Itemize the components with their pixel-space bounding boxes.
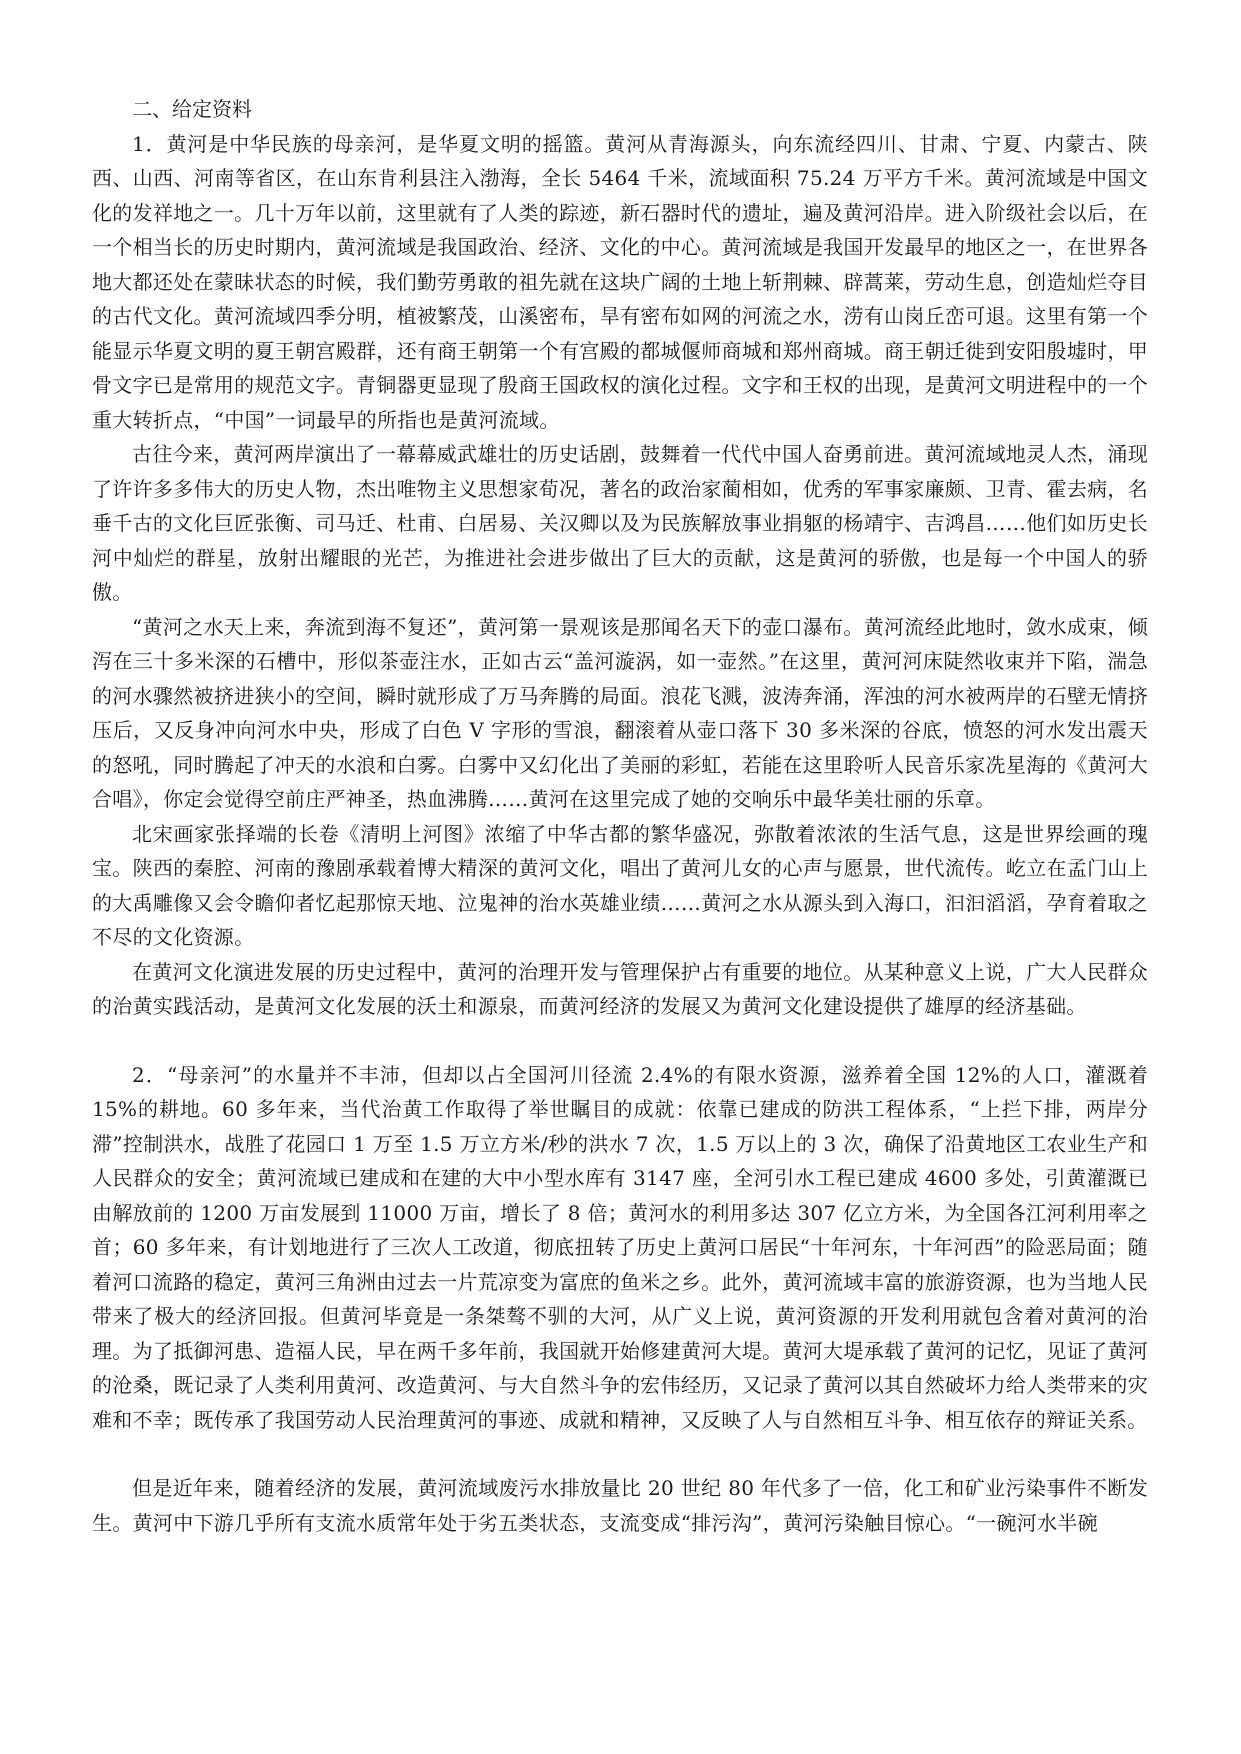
- paragraph-2: 古往今来，黄河两岸演出了一幕幕威武雄壮的历史话剧，鼓舞着一代代中国人奋勇前进。黄河流域地灵人杰，涌现了许许多多伟大的历史人物，杰出唯物主义思想家荀况，著名的政治家蔺相如，优秀的军事家廉颇、卫青、霍去病，名垂千古的文化巨匠张衡、司马迁、杜甫、白居易、关汉卿以及为民族解放事业捐躯的杨靖宇、吉鸿昌……他们如历史长河中灿烂的群星，放射出耀眼的光芒，为推进社会进步做出了巨大的贡献，这是黄河的骄傲，也是每一个中国人的骄傲。: [92, 442, 1148, 604]
- paragraph-3: “黄河之水天上来，奔流到海不复还”，黄河第一景观该是那闻名天下的壶口瀑布。黄河流经此地时，敛水成束，倾泻在三十多米深的石槽中，形似茶壶注水，正如古云“盖河漩涡，如一壶然。”在这里，黄河河床陡然收束并下陷，湍急的河水骤然被挤进狭小的空间，瞬时就形成了万马奔腾的局面。浪花飞溅，波涛奔涌，浑浊的河水被两岸的石壁无情挤压后，又反身冲向河水中央，形成了白色 V 字形的雪浪，翻滚着从壶口落下 30 多米深的谷底，愤怒的河水发出震天的怒吼，同时腾起了冲天的水浪和白雾。白雾中又幻化出了美丽的彩虹，若能在这里聆听人民音乐家冼星海的《黄河大合唱》，你定会觉得空前庄严神圣，热血沸腾……黄河在这里完成了她的交响乐中最华美壮丽的乐章。: [92, 614, 1148, 811]
- paragraph-gap: [92, 1437, 1148, 1471]
- paragraph-pollution: 但是近年来，随着经济的发展，黄河流域废污水排放量比 20 世纪 80 年代多了一倍，化工和矿业污染事件不断发生。黄河中下游几乎所有支流水质常年处于劣五类状态，支流变成“排污沟”，黄河污染触目惊心。“一碗河水半碗: [92, 1476, 1148, 1535]
- paragraph-5: 在黄河文化演进发展的历史过程中，黄河的治理开发与管理保护占有重要的地位。从某种意义上说，广大人民群众的治黄实践活动，是黄河文化发展的沃土和源泉，而黄河经济的发展又为黄河文化建设提供了雄厚的经济基础。: [92, 959, 1148, 1018]
- paragraph-item-2: 2．“母亲河”的水量并不丰沛，但却以占全国河川径流 2.4%的有限水资源，滋养着全国 12%的人口，灌溉着 15%的耕地。60 多年来，当代治黄工作取得了举世瞩目的成就：依靠已建成的防洪工程体系，“上拦下排，两岸分滞”控制洪水，战胜了花园口 1 万至 1.5 万立方米/秒的洪水 7 次，1.5 万以上的 3 次，确保了沿黄地区工农业生产和人民群众的安全；黄河流域已建成和在建的大中小型水库有 3147 座，全河引水工程已建成 4600 多处，引黄灌溉已由解放前的 1200 万亩发展到 11000 万亩，增长了 8 倍；黄河水的利用多达 307 亿立方米，为全国各江河利用率之首；60 多年来，有计划地进行了三次人工改道，彻底扭转了历史上黄河口居民“十年河东，十年河西”的险恶局面；随着河口流路的稳定，黄河三角洲由过去一片荒凉变为富庶的鱼米之乡。此外，黄河流域丰富的旅游资源，也为当地人民带来了极大的经济回报。但黄河毕竟是一条桀骜不驯的大河，从广义上说，黄河资源的开发利用就包含着对黄河的治理。为了抵御河患、造福人民，早在两千多年前，我国就开始修建黄河大堤。黄河大堤承载了黄河的记忆，见证了黄河的沧桑，既记录了人类利用黄河、改造黄河、与大自然斗争的宏伟经历，又记录了黄河以其自然破坏力给人类带来的灾难和不幸；既传承了我国劳动人民治理黄河的事迹、成就和精神，又反映了人与自然相互斗争、相互依存的辩证关系。: [92, 1062, 1148, 1432]
- paragraph-gap: [92, 1024, 1148, 1058]
- paragraph-1: 1．黄河是中华民族的母亲河，是华夏文明的摇篮。黄河从青海源头，向东流经四川、甘肃、宁夏、内蒙古、陕西、山西、河南等省区，在山东肯利县注入渤海，全长 5464 千米，流域面积 75.24 万平方千米。黄河流域是中国文化的发祥地之一。几十万年以前，这里就有了人类的踪迹，新石器时代的遗址，遍及黄河沿岸。进入阶级社会以后，在一个相当长的历史时期内，黄河流域是我国政治、经济、文化的中心。黄河流域是我国开发最早的地区之一，在世界各地大都还处在蒙昧状态的时候，我们勤劳勇敢的祖先就在这块广阔的土地上斩荆棘、辟蒿莱，劳动生息，创造灿烂夺目的古代文化。黄河流域四季分明，植被繁茂，山溪密布，旱有密布如网的河流之水，涝有山岗丘峦可退。这里有第一个能显示华夏文明的夏王朝宫殿群，还有商王朝第一个有宫殿的都城偃师商城和郑州商城。商王朝迁徙到安阳殷墟时，甲骨文字已是常用的规范文字。青铜器更显现了殷商王国政权的演化过程。文字和王权的出现，是黄河文明进程中的一个重大转折点，“中国”一词最早的所指也是黄河流域。: [92, 131, 1148, 432]
- section-title: 二、给定资料: [132, 97, 252, 121]
- document-page: [92, 92, 1148, 1540]
- paragraph-4: 北宋画家张择端的长卷《清明上河图》浓缩了中华古都的繁华盛况，弥散着浓浓的生活气息，这是世界绘画的瑰宝。陕西的秦腔、河南的豫剧承载着博大精深的黄河文化，唱出了黄河儿女的心声与愿景，世代流传。屹立在孟门山上的大禹雕像又会令瞻仰者忆起那惊天地、泣鬼神的治水英雄业绩……黄河之水从源头到入海口，汩汩滔滔，孕育着取之不尽的文化资源。: [92, 821, 1148, 949]
